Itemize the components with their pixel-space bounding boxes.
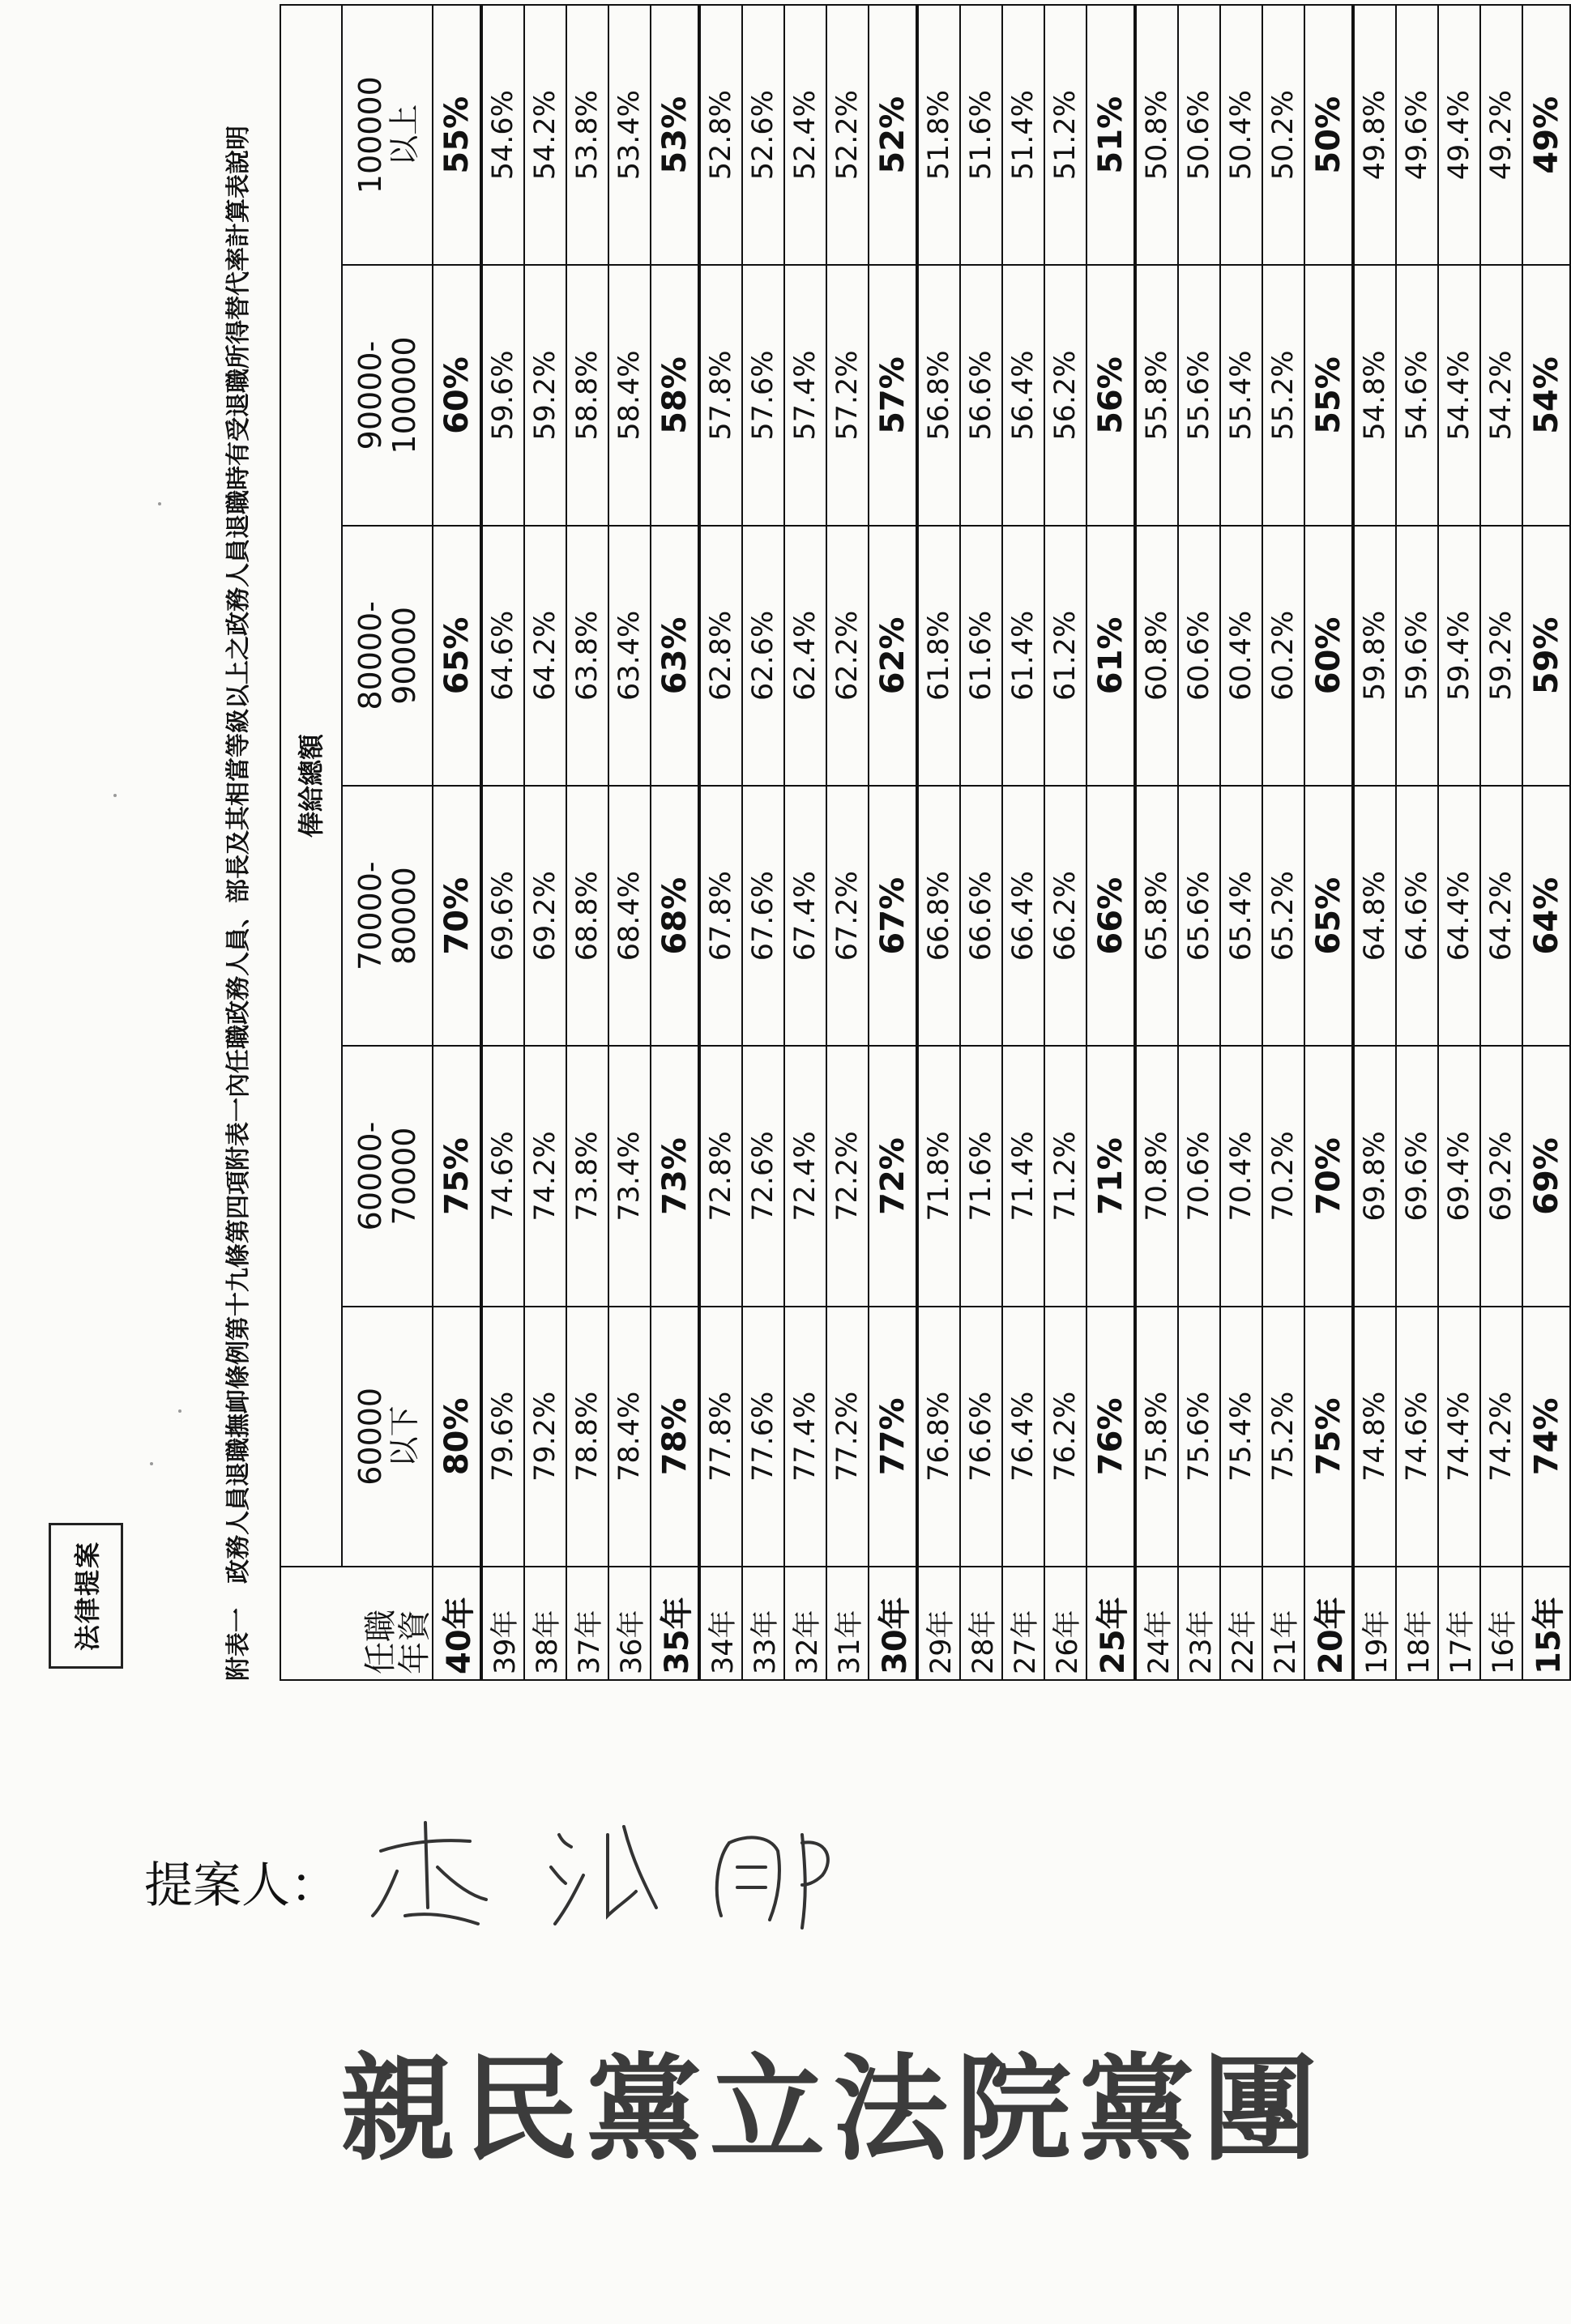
- rate-cell: 53.8%: [566, 5, 608, 265]
- rate-cell: 69%: [1522, 1046, 1570, 1306]
- table-block: [223, 4, 1568, 1681]
- rate-cell: 64.2%: [1480, 786, 1522, 1046]
- table-row: [1353, 5, 1396, 1680]
- row-header-label: 任職 年資: [362, 1610, 433, 1674]
- rate-cell: 68.4%: [608, 786, 651, 1046]
- rate-cell: 50.8%: [1135, 5, 1178, 265]
- rate-cell: 52.4%: [784, 5, 826, 265]
- table-row: [608, 5, 651, 1680]
- table-row: [1178, 5, 1220, 1680]
- year-cell: 15年: [1522, 1567, 1570, 1680]
- rate-cell: 66%: [1086, 786, 1135, 1046]
- rate-cell: 51%: [1086, 5, 1135, 265]
- rate-cell: 73%: [651, 1046, 699, 1306]
- rate-cell: 67%: [869, 786, 917, 1046]
- rate-cell: 71.4%: [1002, 1046, 1044, 1306]
- year-cell: 40年: [433, 1567, 481, 1680]
- rate-cell: 66.8%: [917, 786, 960, 1046]
- year-cell: 24年: [1135, 1567, 1178, 1680]
- rate-cell: 78.4%: [608, 1307, 651, 1567]
- table-row: [433, 5, 481, 1680]
- rate-cell: 50%: [1304, 5, 1353, 265]
- year-cell: 21年: [1262, 1567, 1304, 1680]
- rate-cell: 62.6%: [742, 526, 784, 786]
- rate-cell: 50.4%: [1220, 5, 1262, 265]
- rate-cell: 61%: [1086, 526, 1135, 786]
- replacement-rate-table: [280, 4, 1571, 1681]
- table-row: [1135, 5, 1178, 1680]
- rate-cell: 56.8%: [917, 265, 960, 525]
- rate-cell: 51.4%: [1002, 5, 1044, 265]
- year-cell: 16年: [1480, 1567, 1522, 1680]
- table-row: [651, 5, 699, 1680]
- rate-cell: 72.2%: [826, 1046, 869, 1306]
- table-row: [960, 5, 1002, 1680]
- rate-cell: 64.4%: [1438, 786, 1480, 1046]
- rate-cell: 60.6%: [1178, 526, 1220, 786]
- rate-cell: 54.6%: [1396, 265, 1438, 525]
- rate-cell: 74.4%: [1438, 1307, 1480, 1567]
- year-cell: 25年: [1086, 1567, 1135, 1680]
- rate-cell: 57.6%: [742, 265, 784, 525]
- rate-cell: 74.6%: [481, 1046, 524, 1306]
- rate-cell: 64.2%: [524, 526, 566, 786]
- rate-cell: 58.4%: [608, 265, 651, 525]
- rate-cell: 55.8%: [1135, 265, 1178, 525]
- year-cell: 26年: [1044, 1567, 1086, 1680]
- rate-cell: 71.6%: [960, 1046, 1002, 1306]
- rate-cell: 63.8%: [566, 526, 608, 786]
- year-cell: 20年: [1304, 1567, 1353, 1680]
- rate-cell: 68.8%: [566, 786, 608, 1046]
- rate-cell: 65.8%: [1135, 786, 1178, 1046]
- rate-cell: 55%: [433, 5, 481, 265]
- rate-cell: 59.6%: [1396, 526, 1438, 786]
- table-row: [524, 5, 566, 1680]
- rate-cell: 60.4%: [1220, 526, 1262, 786]
- rate-cell: 60.8%: [1135, 526, 1178, 786]
- rate-cell: 50.2%: [1262, 5, 1304, 265]
- column-header: 100000 以上: [342, 5, 433, 265]
- rate-cell: 53%: [651, 5, 699, 265]
- table-row: [1522, 5, 1570, 1680]
- rate-cell: 67.2%: [826, 786, 869, 1046]
- rate-cell: 49.2%: [1480, 5, 1522, 265]
- rate-cell: 69.6%: [1396, 1046, 1438, 1306]
- rate-cell: 52%: [869, 5, 917, 265]
- row-header-cell: [280, 1567, 433, 1680]
- year-cell: 28年: [960, 1567, 1002, 1680]
- rate-cell: 59.2%: [524, 265, 566, 525]
- table-row: [1220, 5, 1262, 1680]
- rate-cell: 60%: [1304, 526, 1353, 786]
- table-row: [1304, 5, 1353, 1680]
- rate-cell: 59.8%: [1353, 526, 1396, 786]
- rate-cell: 61.6%: [960, 526, 1002, 786]
- rate-cell: 70.4%: [1220, 1046, 1262, 1306]
- rate-cell: 71.2%: [1044, 1046, 1086, 1306]
- table-row: [1438, 5, 1480, 1680]
- rate-cell: 75%: [1304, 1307, 1353, 1567]
- year-cell: 30年: [869, 1567, 917, 1680]
- rate-cell: 57.8%: [699, 265, 742, 525]
- rate-cell: 56.6%: [960, 265, 1002, 525]
- column-header: 80000- 90000: [342, 526, 433, 786]
- table-row: [869, 5, 917, 1680]
- year-cell: 17年: [1438, 1567, 1480, 1680]
- table-row: [699, 5, 742, 1680]
- rate-cell: 54.6%: [481, 5, 524, 265]
- column-header-row: [342, 5, 433, 1680]
- scan-speck: [113, 794, 117, 797]
- rate-cell: 55.4%: [1220, 265, 1262, 525]
- rate-cell: 73.4%: [608, 1046, 651, 1306]
- rate-cell: 71.8%: [917, 1046, 960, 1306]
- rate-cell: 77.4%: [784, 1307, 826, 1567]
- scan-speck: [150, 1462, 153, 1465]
- year-cell: 33年: [742, 1567, 784, 1680]
- rate-cell: 59.2%: [1480, 526, 1522, 786]
- rate-cell: 57.2%: [826, 265, 869, 525]
- table-row: [784, 5, 826, 1680]
- rate-cell: 64.6%: [1396, 786, 1438, 1046]
- proposer-label: 提案人：: [144, 1857, 339, 1914]
- rate-cell: 62.8%: [699, 526, 742, 786]
- table-row: [566, 5, 608, 1680]
- table-row: [1480, 5, 1522, 1680]
- legal-proposal-stamp: [49, 1523, 123, 1669]
- rate-cell: 69.2%: [524, 786, 566, 1046]
- year-cell: 31年: [826, 1567, 869, 1680]
- rate-cell: 59.6%: [481, 265, 524, 525]
- year-cell: 23年: [1178, 1567, 1220, 1680]
- rate-cell: 52.6%: [742, 5, 784, 265]
- table-row: [1086, 5, 1135, 1680]
- rate-cell: 76.8%: [917, 1307, 960, 1567]
- group-header: 俸給總額: [280, 5, 342, 1567]
- rate-cell: 74.8%: [1353, 1307, 1396, 1567]
- table-row: [826, 5, 869, 1680]
- rate-cell: 76%: [1086, 1307, 1135, 1567]
- table-body: [433, 5, 1570, 1680]
- party-caucus-stamp: 親民黨立法院黨團: [340, 2042, 1326, 2177]
- year-cell: 19年: [1353, 1567, 1396, 1680]
- rate-cell: 54.2%: [1480, 265, 1522, 525]
- rate-cell: 68%: [651, 786, 699, 1046]
- rate-cell: 60.2%: [1262, 526, 1304, 786]
- rate-cell: 69.2%: [1480, 1046, 1522, 1306]
- rate-cell: 63%: [651, 526, 699, 786]
- scan-speck: [178, 1409, 181, 1413]
- rate-cell: 49.6%: [1396, 5, 1438, 265]
- rate-cell: 75.4%: [1220, 1307, 1262, 1567]
- table-row: [1396, 5, 1438, 1680]
- rate-cell: 74.2%: [524, 1046, 566, 1306]
- rate-cell: 69.6%: [481, 786, 524, 1046]
- year-cell: 37年: [566, 1567, 608, 1680]
- rate-cell: 64%: [1522, 786, 1570, 1046]
- table-row: [1044, 5, 1086, 1680]
- rate-cell: 65.4%: [1220, 786, 1262, 1046]
- rate-cell: 70.2%: [1262, 1046, 1304, 1306]
- column-header: 90000- 100000: [342, 265, 433, 525]
- rate-cell: 54%: [1522, 265, 1570, 525]
- rate-cell: 77.6%: [742, 1307, 784, 1567]
- year-cell: 29年: [917, 1567, 960, 1680]
- rate-cell: 80%: [433, 1307, 481, 1567]
- rate-cell: 76.2%: [1044, 1307, 1086, 1567]
- rate-cell: 66.4%: [1002, 786, 1044, 1046]
- year-cell: 39年: [481, 1567, 524, 1680]
- rate-cell: 49.8%: [1353, 5, 1396, 265]
- year-cell: 34年: [699, 1567, 742, 1680]
- scan-speck: [158, 502, 161, 505]
- year-cell: 18年: [1396, 1567, 1438, 1680]
- year-cell: 35年: [651, 1567, 699, 1680]
- year-cell: 27年: [1002, 1567, 1044, 1680]
- rate-cell: 69.4%: [1438, 1046, 1480, 1306]
- column-header: 60000- 70000: [342, 1046, 433, 1306]
- rate-cell: 67.6%: [742, 786, 784, 1046]
- rate-cell: 79.2%: [524, 1307, 566, 1567]
- rate-cell: 49%: [1522, 5, 1570, 265]
- rate-cell: 72%: [869, 1046, 917, 1306]
- rate-cell: 76.4%: [1002, 1307, 1044, 1567]
- rate-cell: 66.6%: [960, 786, 1002, 1046]
- rate-cell: 51.8%: [917, 5, 960, 265]
- rate-cell: 58%: [651, 265, 699, 525]
- rate-cell: 52.2%: [826, 5, 869, 265]
- rate-cell: 52.8%: [699, 5, 742, 265]
- rate-cell: 56%: [1086, 265, 1135, 525]
- rate-cell: 61.4%: [1002, 526, 1044, 786]
- rate-cell: 65.2%: [1262, 786, 1304, 1046]
- rate-cell: 66.2%: [1044, 786, 1086, 1046]
- rate-cell: 62.4%: [784, 526, 826, 786]
- rate-cell: 79.6%: [481, 1307, 524, 1567]
- rate-cell: 69.8%: [1353, 1046, 1396, 1306]
- rate-cell: 77.8%: [699, 1307, 742, 1567]
- year-cell: 36年: [608, 1567, 651, 1680]
- rate-cell: 65%: [1304, 786, 1353, 1046]
- table-row: [1002, 5, 1044, 1680]
- rate-cell: 53.4%: [608, 5, 651, 265]
- table-row: [1262, 5, 1304, 1680]
- rate-cell: 78.8%: [566, 1307, 608, 1567]
- table-caption: 附表一 政務人員退職撫卹條例第十九條第四項附表一內任職政務人員、部長及其相當等級以上之政務人員退職時有受退職所得替代率計算表說明: [224, 126, 253, 1681]
- rate-cell: 78%: [651, 1307, 699, 1567]
- rate-cell: 67.8%: [699, 786, 742, 1046]
- rate-cell: 74.6%: [1396, 1307, 1438, 1567]
- handwritten-signature: [348, 1794, 964, 1940]
- rate-cell: 56.2%: [1044, 265, 1086, 525]
- rate-cell: 77%: [869, 1307, 917, 1567]
- rate-cell: 55.6%: [1178, 265, 1220, 525]
- rate-cell: 60%: [433, 265, 481, 525]
- rate-cell: 50.6%: [1178, 5, 1220, 265]
- rate-cell: 74.2%: [1480, 1307, 1522, 1567]
- rate-cell: 72.4%: [784, 1046, 826, 1306]
- table-row: [481, 5, 524, 1680]
- rate-cell: 62.2%: [826, 526, 869, 786]
- rate-cell: 70.6%: [1178, 1046, 1220, 1306]
- rate-cell: 54.2%: [524, 5, 566, 265]
- year-cell: 38年: [524, 1567, 566, 1680]
- rate-cell: 51.2%: [1044, 5, 1086, 265]
- rate-cell: 64.6%: [481, 526, 524, 786]
- rate-cell: 73.8%: [566, 1046, 608, 1306]
- rate-cell: 58.8%: [566, 265, 608, 525]
- year-cell: 22年: [1220, 1567, 1262, 1680]
- rate-cell: 57%: [869, 265, 917, 525]
- rate-cell: 64.8%: [1353, 786, 1396, 1046]
- rate-cell: 57.4%: [784, 265, 826, 525]
- rate-cell: 71%: [1086, 1046, 1135, 1306]
- rate-cell: 55.2%: [1262, 265, 1304, 525]
- rate-cell: 61.2%: [1044, 526, 1086, 786]
- table-row: [917, 5, 960, 1680]
- rate-cell: 49.4%: [1438, 5, 1480, 265]
- rate-cell: 55%: [1304, 265, 1353, 525]
- rate-cell: 54.8%: [1353, 265, 1396, 525]
- rate-cell: 74%: [1522, 1307, 1570, 1567]
- rate-cell: 65.6%: [1178, 786, 1220, 1046]
- rate-cell: 67.4%: [784, 786, 826, 1046]
- rate-cell: 54.4%: [1438, 265, 1480, 525]
- rate-cell: 70.8%: [1135, 1046, 1178, 1306]
- rate-cell: 65%: [433, 526, 481, 786]
- rate-cell: 59.4%: [1438, 526, 1480, 786]
- table-row: [742, 5, 784, 1680]
- rate-cell: 72.6%: [742, 1046, 784, 1306]
- year-cell: 32年: [784, 1567, 826, 1680]
- rate-cell: 72.8%: [699, 1046, 742, 1306]
- column-header: 70000- 80000: [342, 786, 433, 1046]
- rate-cell: 56.4%: [1002, 265, 1044, 525]
- rate-cell: 61.8%: [917, 526, 960, 786]
- rate-cell: 75%: [433, 1046, 481, 1306]
- rate-cell: 63.4%: [608, 526, 651, 786]
- rate-cell: 51.6%: [960, 5, 1002, 265]
- stamp-label: 法律提案: [72, 1540, 104, 1652]
- column-header: 60000 以下: [342, 1307, 433, 1567]
- rate-cell: 70%: [1304, 1046, 1353, 1306]
- rate-cell: 70%: [433, 786, 481, 1046]
- rate-cell: 75.6%: [1178, 1307, 1220, 1567]
- rate-cell: 77.2%: [826, 1307, 869, 1567]
- rate-cell: 62%: [869, 526, 917, 786]
- rate-cell: 76.6%: [960, 1307, 1002, 1567]
- rate-cell: 59%: [1522, 526, 1570, 786]
- rate-cell: 75.2%: [1262, 1307, 1304, 1567]
- rate-cell: 75.8%: [1135, 1307, 1178, 1567]
